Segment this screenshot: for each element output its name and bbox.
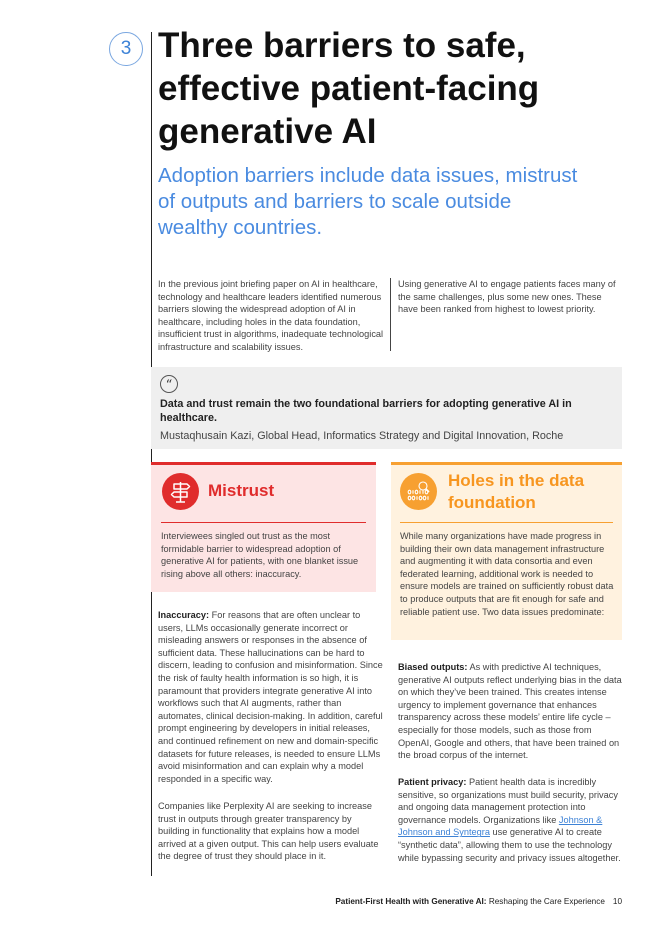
page-footer xyxy=(335,897,622,906)
chapter-number-badge: 3 xyxy=(109,32,143,66)
intro-right-paragraph: Using generative AI to engage patients faces many of the same challenges, plus some new ones. These have been ranked from highest to lowest priority. xyxy=(398,279,616,315)
holes-summary: While many organizations have made progress in building their own data management infrastructure and augmenting it with data consortia and even federated learning, additional work is needed to ensure models are trained on sufficiently robust data to produce outputs that are fit enough for safe and reliable patient use. Two data issues predominate: xyxy=(400,531,614,617)
footer-title-bold: Patient-First Health with Generative AI: xyxy=(335,897,487,906)
binary-search-icon xyxy=(400,473,437,510)
page-title: Three barriers to safe, effective patient-facing generative AI xyxy=(158,26,540,151)
quote-text: Data and trust remain the two foundational barriers for adopting generative AI in healthcare. xyxy=(160,398,572,424)
patient-privacy-text-after: use generative AI to create “synthetic data”, allowing them to use the technology while bypassing security and privacy issues altogether. xyxy=(398,827,621,863)
holes-divider xyxy=(400,522,613,523)
mistrust-summary: Interviewees singled out trust as the most formidable barrier to widespread adoption of generative AI for patients, with one blanket issue rising above all others: inaccuracy. xyxy=(161,531,359,579)
quote-icon: “ xyxy=(160,375,178,393)
inaccuracy-label: Inaccuracy: xyxy=(158,610,210,620)
perplexity-paragraph: Companies like Perplexity AI are seeking to increase trust in outputs through greater transparency by building in functionality that explains how a model arrived at a given output. This can help users evaluate the degree of trust they should place in it. xyxy=(158,801,379,862)
page-number: 10 xyxy=(612,897,622,906)
quote-attribution: Mustaqhusain Kazi, Global Head, Informatics Strategy and Digital Innovation, Roche xyxy=(160,430,564,442)
holes-heading: Holes in the data foundation xyxy=(448,471,585,512)
biased-outputs-text: As with predictive AI techniques, generative AI outputs reflect underlying bias in the data on which they’ve been trained. This creates intense urgency to implement governance that enhances transparency across these models’ entire life cycle – especially for those models, such as those from OpenAI, Google and others, that have been trained on the broad corpus of the internet. xyxy=(398,662,622,761)
vertical-rule xyxy=(151,32,152,876)
signpost-icon xyxy=(162,473,199,510)
biased-outputs-label: Biased outputs: xyxy=(398,662,468,672)
intro-left-paragraph: In the previous joint briefing paper on AI in healthcare, technology and healthcare leaders identified numerous barriers slowing the widespread adoption of AI in healthcare, including holes in the data foundation, insufficient trust in algorithms, inadequate technological infrastructure and scalability issues. xyxy=(158,279,384,352)
inaccuracy-paragraph xyxy=(158,609,384,785)
mistrust-divider xyxy=(161,522,366,523)
jnj-syntegra-link[interactable]: Johnson & Johnson and Syntegra xyxy=(398,814,603,838)
patient-privacy-paragraph xyxy=(398,776,624,864)
footer-title-rest: Reshaping the Care Experience xyxy=(486,897,605,906)
mistrust-top-border xyxy=(151,462,376,465)
mistrust-heading: Mistrust xyxy=(208,481,275,500)
page-subtitle: Adoption barriers include data issues, mistrust of outputs and barriers to scale outside wealthy countries. xyxy=(158,164,578,239)
inaccuracy-text: For reasons that are often unclear to users, LLMs occasionally generate incorrect or misleading answers or responses in the absence of sufficient data. These hallucinations can be hard to discern, leading to confusion and misinformation. Since the risk of faulty health information is so high, it is paramount that providers integrate generative AI into workflows such that AI augments, rather than automates, clinical decision-making. In addition, careful prompt engineering by developers in initial releases, and continued refinement on new and domain-specific datasets for future releases, is needed to ensure LLMs avoid misinformation and can explain why a model responded in a specific way. xyxy=(158,610,383,784)
intro-divider xyxy=(390,278,391,351)
patient-privacy-label: Patient privacy: xyxy=(398,777,467,787)
holes-top-border xyxy=(391,462,622,465)
patient-privacy-text-before: Patient health data is incredibly sensitive, so organizations must build security, privacy and ongoing data management protection into governance models. Organizations like xyxy=(398,777,618,825)
biased-outputs-paragraph xyxy=(398,661,624,762)
